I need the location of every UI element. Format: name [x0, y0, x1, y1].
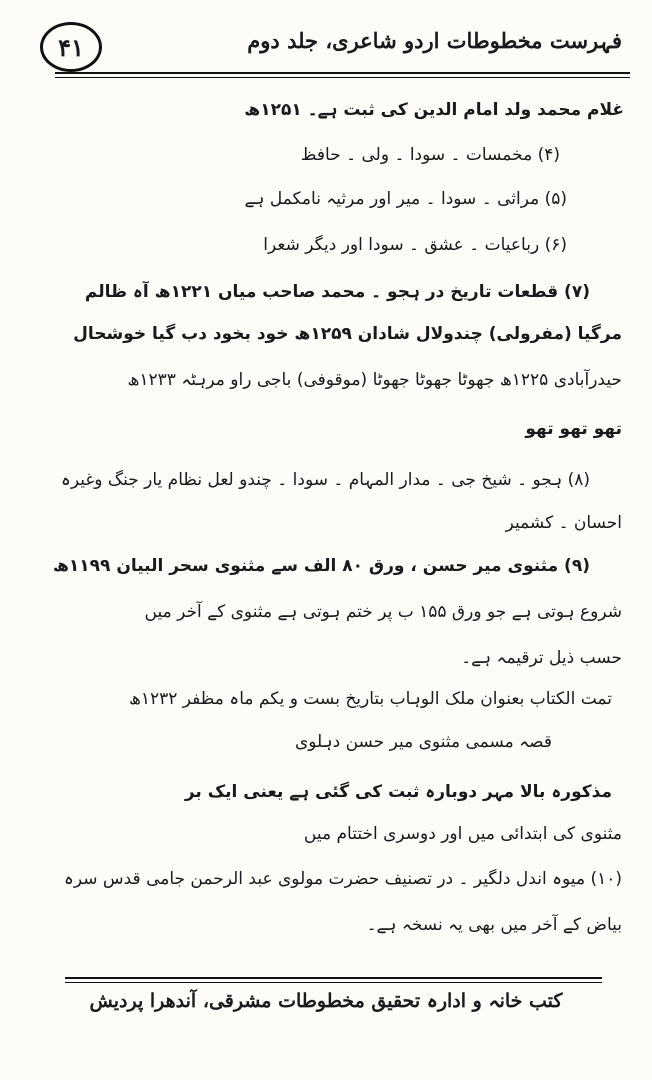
header-divider	[55, 72, 630, 74]
body-line: (۸) ہجو ۔ شیخ جی ۔ مدار المہام ۔ سودا ۔ چندو لعل نظام یار جنگ وغیرہ	[60, 470, 590, 490]
body-line: بیاض کے آخر میں بھی یہ نسخہ ہے۔	[366, 915, 622, 935]
body-line: (۶) رباعیات ۔ عشق ۔ سودا اور دیگر شعرا	[263, 235, 567, 255]
body-line: مذکورہ بالا مہر دوبارہ ثبت کی گئی ہے یعنی ایک بر	[184, 782, 612, 802]
footer-divider-thin	[65, 982, 602, 983]
body-line: حیدرآبادی ۱۲۲۵ھ جھوٹا جھوٹا جھوٹا (موقوفی) باجی راو مرہٹہ ۱۲۳۳ھ	[127, 370, 622, 390]
body-line: (۵) مراثی ۔ سودا ۔ میر اور مرثیہ نامکمل ہے	[244, 189, 567, 209]
page-footer: کتب خانہ و ادارہ تحقیق مخطوطات مشرقی، آندھرا پردیش	[89, 990, 563, 1012]
body-line: حسب ذیل ترقیمہ ہے۔	[461, 648, 622, 668]
body-line: احسان ۔ کشمیر	[505, 513, 622, 533]
body-line: قصہ مسمی مثنوی میر حسن دہلوی	[294, 732, 552, 752]
body-line: (۹) مثنوی میر حسن ، ورق ۸۰ الف سے مثنوی سحر البیان ۱۱۹۹ھ	[52, 556, 590, 576]
body-line: تھو تھو تھو	[525, 419, 622, 439]
body-line: مرگیا (مفرولی) چندولال شادان ۱۲۵۹ھ خود بخود دب گیا خوشحال	[73, 324, 622, 344]
body-line: (۷) قطعات تاریخ در ہجو ۔ محمد صاحب میاں ۱۲۲۱ھ آہ ظالم	[84, 282, 590, 302]
footer-divider	[65, 977, 602, 979]
header-divider-thin	[55, 77, 630, 78]
body-line: (۴) مخمسات ۔ سودا ۔ ولی ۔ حافظ	[300, 145, 560, 165]
body-line: غلام محمد ولد امام الدین کی ثبت ہے۔ ۱۲۵۱ھ	[244, 100, 624, 120]
body-line: (۱۰) میوہ اندل دلگیر ۔ در تصنیف حضرت مولوی عبد الرحمن جامی قدس سرہ	[63, 869, 622, 889]
page-header-title: فہرست مخطوطات اردو شاعری، جلد دوم	[247, 28, 622, 53]
body-line: مثنوی کی ابتدائی میں اور دوسری اختتام میں	[303, 824, 622, 844]
body-line: تمت الکتاب بعنوان ملک الوہاب بتاریخ بست و یکم ماہ مظفر ۱۲۳۲ھ	[128, 689, 612, 709]
body-line: شروع ہوتی ہے جو ورق ۱۵۵ ب پر ختم ہوتی ہے مثنوی کے آخر میں	[144, 602, 622, 622]
page-number: ۴۱	[40, 22, 102, 72]
